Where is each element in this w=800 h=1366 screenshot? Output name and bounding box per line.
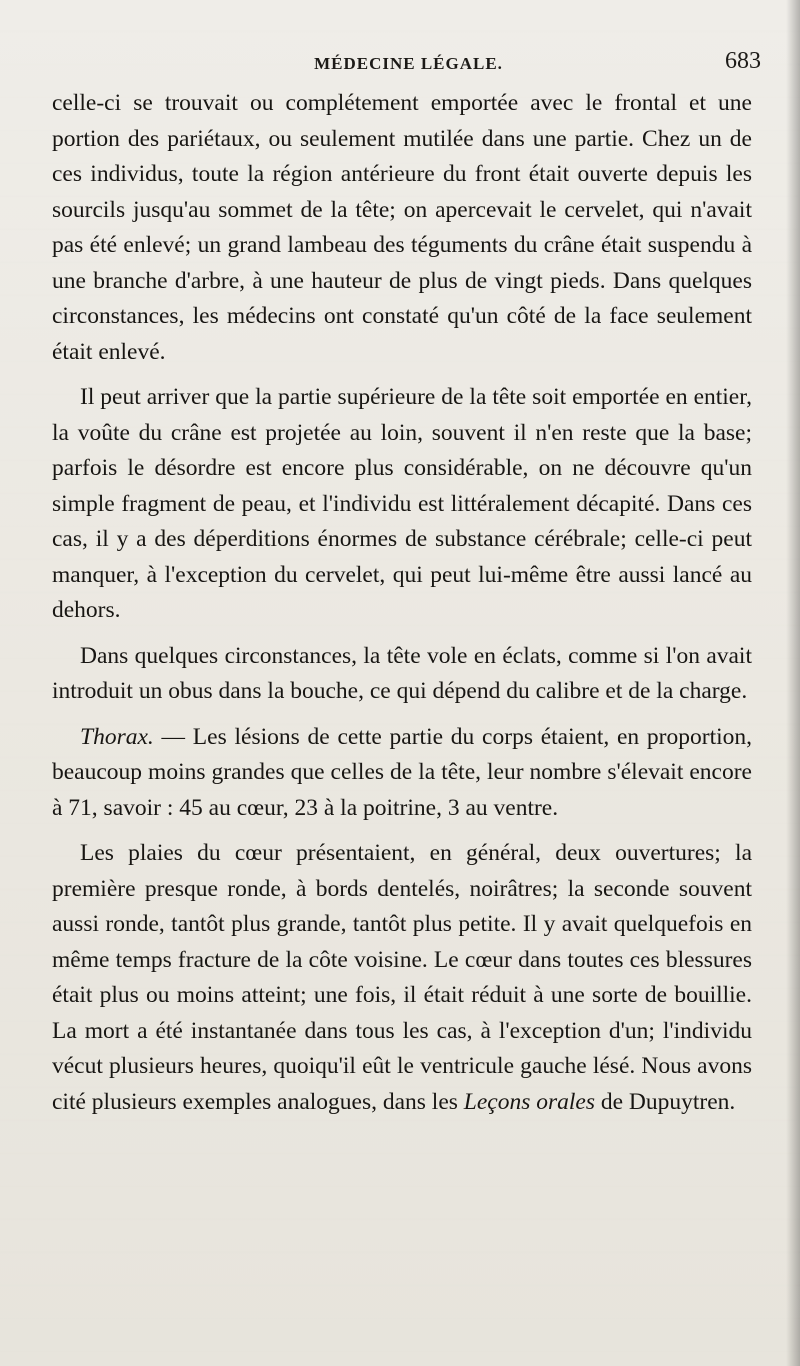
page-header [56,48,761,80]
paragraph-5 [52,836,752,1120]
page-edge-shadow [786,0,800,1366]
paragraph-4-text: — Les lésions de cette partie du corps étaient, en proportion, beaucoup moins grandes que celles de la tête, leur nombre s'élevait encore à 71, savoir : 45 au cœur, 23 à la poitrine, 3 au ventre. [52,723,752,821]
paragraph-1 [52,86,752,370]
paragraph-5-text: Les plaies du cœur présentaient, en général, deux ouvertures; la première presque ronde, à bords dentelés, noirâtres; la seconde souvent aussi ronde, tantôt plus grande, tantôt plus petite. Il y avait quelquefois en même temps fracture de la côte voisine. Le cœur dans toutes ces blessures était plus ou moins atteint; une fois, il était réduit à une sorte de bouillie. La mort a été instantanée dans tous les cas, à l'exception d'un; l'individu vécut plusieurs heures, quoiqu'il eût le ventricule gauche lésé. Nous avons cité plusieurs exemples analogues, dans les [52,840,752,1115]
running-title: MÉDECINE LÉGALE. [314,54,503,73]
paragraph-4-thorax [52,720,752,827]
paragraph-3-text: Dans quelques circonstances, la tête vole en éclats, comme si l'on avait introduit un obus dans la bouche, ce qui dépend du calibre et de la charge. [52,642,752,704]
paragraph-3 [52,639,752,710]
work-title-lecons-orales: Leçons orales [463,1088,595,1115]
page-number: 683 [725,48,761,74]
section-lead-thorax: Thorax. [80,723,154,750]
body-text [52,86,752,1130]
paragraph-2 [52,380,752,629]
paragraph-5-tail: de Dupuytren. [595,1088,736,1115]
paragraph-1-text: celle-ci se trouvait ou complétement emportée avec le frontal et une portion des pariétaux, ou seulement mutilée dans une partie. Chez un de ces individus, toute la région antérieure du front était ouverte depuis les sourcils jusqu'au sommet de la tête; on apercevait le cervelet, qui n'avait pas été enlevé; un grand lambeau des téguments du crâne était suspendu à une branche d'arbre, à une hauteur de plus de vingt pieds. Dans quelques circonstances, les médecins ont constaté qu'un côté de la face seulement était enlevé. [52,90,752,365]
paragraph-2-text: Il peut arriver que la partie supérieure de la tête soit emportée en entier, la voûte du crâne est projetée au loin, souvent il n'en reste que la base; parfois le désordre est encore plus considérable, on ne découvre qu'un simple fragment de peau, et l'individu est littéralement décapité. Dans ces cas, il y a des déperditions énormes de substance cérébrale; celle-ci peut manquer, à l'exception du cervelet, qui peut lui-même être aussi lancé au dehors. [52,384,752,623]
